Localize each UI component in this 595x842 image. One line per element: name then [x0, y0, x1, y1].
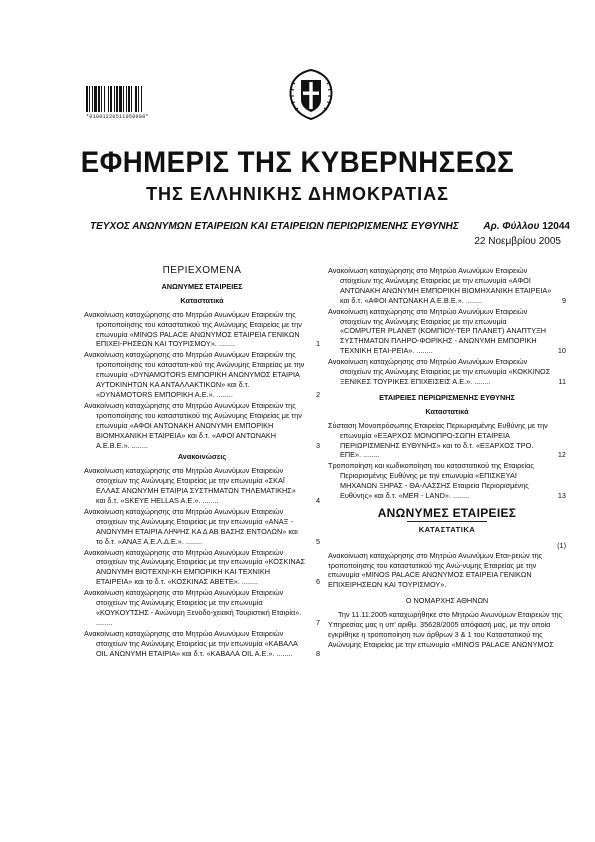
contents-entry — [84, 548, 320, 588]
contents-entry — [84, 350, 320, 400]
sheet-label: Αρ. Φύλλου — [483, 221, 540, 232]
contents-entry — [328, 357, 566, 387]
coat-of-arms-icon — [283, 66, 339, 122]
contents-entry-text: Ανακοίνωση καταχώρησης στο Μητρώο Ανωνύμων Εταιρειών της τροποποίησης του καταστατι-κού της Ανώνυμης Εταιρείας με την επωνυμία «DYNAMOTORS ΕΜΠΟΡΙΚΗ ΑΝΩΝΥΜΟΣ ΕΤΑΙΡΙΑ ΑΥΤΟΚΙΝΗΤΩΝ ΚΑ ΑΝΤΑΛΛΑΚΤΙΚΩΝ» και δ.τ. «DYNAMOTORS ΕΜΠΟΡΙΚΗ Α.Ε.». ........ — [84, 350, 305, 399]
contents-entry — [84, 588, 320, 628]
contents-entry-page: 11 — [558, 376, 566, 386]
item-number: (1) — [557, 540, 566, 550]
contents-left-column — [84, 266, 320, 660]
epe-heading: ΕΤΑΙΡΕΙΕΣ ΠΕΡΙΩΡΙΣΜΕΝΗΣ ΕΥΘΥΝΗΣ — [379, 392, 515, 402]
contents-entry — [84, 629, 320, 659]
anakoinoseis-heading: Ανακοινώσεις — [177, 452, 227, 462]
contents-entry-page: 7 — [315, 617, 320, 627]
masthead-title: ΕΦΗΜΕΡΙΣ ΤΗΣ ΚΥΒΕΡΝΗΣΕΩΣ — [80, 146, 515, 179]
masthead-subtitle: ΤΗΣ ΕΛΛΗΝΙΚΗΣ ΔΗΜΟΚΡΑΤΙΑΣ — [146, 184, 449, 204]
right-entries-list — [328, 266, 566, 387]
contents-entry-text: Ανακοίνωση καταχώρησης στο Μητρώο Ανωνύμων Εταιρειών στοιχείων της Ανώνυμης Εταιρείας με την επωνυμία «COMPUTER PLANET (ΚΟΜΠΙΟΥ-ΤΕΡ ΠΛΑΝΕΤ) ΑΝΑΠΤΥΞΗ ΣΥΣΤΗΜΑΤΩΝ ΠΛΗΡΟ-ΦΟΡΙΚΗΣ - ΑΝΩΝΥΜΗ ΕΜΠΟΡΙΚΗ ΤΕΧΝΙΚΗ ΕΤΑΙ-ΡΕΙΑ». ........ — [328, 306, 547, 356]
contents-entry-page: 13 — [557, 491, 566, 501]
contents-entry-page: 2 — [315, 389, 320, 399]
contents-entry — [328, 421, 566, 461]
contents-entry-text: Ανακοίνωση καταχώρησης στο Μητρώο Ανωνύμων Εταιρειών στοιχείων της Ανώνυμης Εταιρείας με την επωνυμία «ΚΑΒΑΛΑ OIL ΑΝΩΝΥΜΗ ΕΤΑΙΡΙΑ» και δ.τ. «ΚΑΒΑΛΑ OIL A.E.». ........ — [84, 628, 298, 658]
contents-entry — [328, 461, 566, 501]
divider — [407, 521, 487, 522]
barcode-bar — [141, 86, 142, 112]
contents-entry-text: Ανακοίνωση καταχώρησης στο Μητρώο Ανωνύμων Εταιρειών στοιχείων της Ανώνυμης Εταιρείας με την επωνυμία «ΚΟΣΚΙΝΑΣ ΑΝΩΝΥΜΗ ΒΙΟΤΕΧΝΙ-ΚΗ ΕΜΠΟΡΙΚΗ ΚΑΙ ΤΕΧΝΙΚΗ ΕΤΑΙΡΕΙΑ» και το δ.τ. «ΚΟΣΚΙΝΑΣ ΑΒΕΤΕ». ........ — [84, 547, 306, 587]
item-text: Ανακοίνωση καταχώρησης στο Μητρώο Ανωνύμων Εται-ρειών της τροποποίησης του καταστατικού της Ανώ-νυμης Εταιρείας με την επωνυμία «MINOS PALACE ΑΝΩΝΥΜΟΣ ΕΤΑΙΡΕΙΑ ΓΕΝΙΚΩΝ ΕΠΙΧΕΙΡΗΣΕΩΝ ΚΑΙ ΤΟΥΡΙΣΜΟΥ». — [328, 550, 543, 590]
katastatika-heading: Καταστατικά — [180, 295, 224, 305]
contents-entry-page: 12 — [557, 450, 566, 460]
contents-entry — [84, 507, 320, 547]
ae-heading: ΑΝΩΝΥΜΕΣ ΕΤΑΙΡΕΙΕΣ — [161, 281, 243, 291]
contents-entry-page: 10 — [557, 346, 566, 356]
contents-entry — [328, 307, 566, 357]
contents-entry-page: 3 — [315, 440, 320, 450]
barcode — [86, 86, 170, 112]
issue-series: ΤΕΥΧΟΣ ΑΝΩΝΥΜΩΝ ΕΤΑΙΡΕΙΩΝ ΚΑΙ ΕΤΑΙΡΕΙΩΝ ΠΕΡΙΩΡΙΣΜΕΝΗΣ ΕΥΘΥΝΗΣ — [90, 221, 459, 232]
body-section-heading: ΑΝΩΝΥΜΕΣ ΕΤΑΙΡΕΙΕΣ — [377, 505, 517, 520]
contents-entry-text: Ανακοίνωση καταχώρησης στο Μητρώο Ανωνύμων Εταιρειών στοιχείων της Ανώνυμης Εταιρείας με την επωνυμία «ΚΟΥΚΟΥΤΣΗΣ - Ανώνυμη Ξενοδο-χειακή Τουριστική Εταιρία». ........ — [84, 588, 302, 627]
authority: Ο ΝΟΜΑΡΧΗΣ ΑΘΗΝΩΝ — [405, 596, 489, 606]
contents-entry-page: 8 — [315, 648, 320, 658]
epe-katastatika-heading: Καταστατικά — [425, 406, 469, 416]
contents-entry-page: 9 — [561, 295, 566, 305]
katastatika-list — [84, 310, 320, 451]
contents-entry-text: Ανακοίνωση καταχώρησης στο Μητρώο Ανωνύμων Εταιρειών στοιχείων της Ανώνυμης Εταιρείας με την επωνυμία «ΑΦΟΙ ΑΝΤΩΝΑΚΗ ΑΝΩΝΥΜΗ ΕΜΠΟΡΙΚΗ ΒΙΟΜΗΧΑΝΙΚΗ ΕΤΑΙΡΕΙΑ» και δ.τ. «ΑΦΟΙ ΑΝΤΩΝΑΚΗ Α.Ε.Β.Ε.». ........ — [328, 266, 552, 305]
contents-entry-page: 5 — [315, 536, 320, 546]
contents-entry — [84, 466, 320, 506]
issue-series-line — [90, 221, 570, 232]
epe-list — [328, 421, 566, 501]
issue-date: 22 Νοεμβρίου 2005 — [474, 236, 561, 247]
body-paragraph: Την 11.11.2005 καταχωρήθηκε στο Μητρώο Ανωνύμων Εταιρειών της Υπηρεσίας μας η υπ' αριθμ. 35628/2005 απόφασή μας, με την οποία εγκρίθηκε η τροποποίηση των άρθρων 3 & 1 του Καταστατικού της Ανώνυμης Εταιρείας με την επωνυμία «MINOS PALACE ΑΝΩΝΥΜΟΣ — [328, 610, 563, 649]
contents-entry — [84, 310, 320, 350]
contents-entry — [328, 266, 566, 306]
contents-entry-page: 6 — [315, 577, 320, 587]
contents-heading: ΠΕΡΙΕΧΟΜΕΝΑ — [162, 265, 242, 276]
contents-entry-page: 4 — [315, 496, 320, 506]
contents-entry-text: Ανακοίνωση καταχώρησης στο Μητρώο Ανωνύμων Εταιρειών της τροποποίησης του καταστατικού της Ανώνυμης Εταιρείας με την επωνυμία «MINOS PALACE ΑΝΩΝΥΜΟΣ ΕΤΑΙΡΕΙΑ ΓΕΝΙΚΩΝ ΕΠΙΧΕΙ-ΡΗΣΕΩΝ ΚΑΙ ΤΟΥΡΙΣΜΟΥ». ........ — [84, 309, 302, 349]
contents-entry-text: Ανακοίνωση καταχώρησης στο Μητρώο Ανωνύμων Εταιρειών στοιχείων της Ανώνυμης Εταιρείας με την επωνυμία «ΚΟΚΚΙΝΟΣ ΞΕΝΙΚΕΣ ΤΟΥΡΙΚΕΣ ΕΠΙΧΕΙΣΕΙΣ Α.Ε.». ........ — [328, 357, 551, 386]
contents-entry-text: Ανακοίνωση καταχώρησης στο Μητρώο Ανωνύμων Εταιρειών στοιχείων της Ανώνυμης Εταιρείας με την επωνυμία «ΑΝΑΞ - ΑΝΩΝΥΜΗ ΕΤΑΙΡΙΑ ΛΗΨΗΣ ΚΑ Δ ΑΒ ΒΑΣΗΣ ΕΝΤΟΛΩΝ» και το δ.τ. «ΑΝΑΞ Α.Ε.Λ.Δ.Ε.». ........ — [84, 506, 298, 546]
contents-entry-text: Τροποποίηση και κωδικοποίηση του καταστατικού της Εταιρείας Περιορισμένης Ευθύνης με την επωνυμία «ΕΠΙΣΚΕΥΑΙ ΜΗΧΑΝΩΝ ΞΗΡΑΣ - ΘΑ-ΛΑΣΣΗΣ Εταιρεία Περιορισμένης Ευθύνης» και δ.τ. «MER - LAND». ........ — [328, 461, 534, 501]
contents-entry-page: 1 — [315, 339, 320, 349]
anakoinoseis-list — [84, 466, 320, 658]
sheet-number-block — [483, 221, 570, 232]
contents-entry-text: Ανακοίνωση καταχώρησης στο Μητρώο Ανωνύμων Εταιρειών στοιχείων της Ανώνυμης Εταιρείας με την επωνυμία «ΣΚΑΪ ΕΛΛΑΣ ΑΝΩΝΥΜΗ ΕΤΑΙΡΙΑ ΣΥΣΤΗΜΑΤΩΝ ΤΗΛΕΜΑΤΙΚΗΣ» και δ.τ. «SKEYE HELLAS A.E.». ........ — [84, 466, 296, 506]
body-sub-heading: ΚΑΤΑΣΤΑΤΙΚΑ — [418, 524, 476, 534]
contents-entry — [84, 401, 320, 451]
contents-entry-text: Σύσταση Μονοπρόσωπης Εταιρείας Περιωρισμένης Ευθύνης με την επωνυμία «ΕΞΑΡΧΟΣ ΜΟΝΟΠΡΟ-ΣΩΠΗ ΕΤΑΙΡΕΙΑ ΠΕΡΙΩΡΙΣΜΕΝΗΣ ΕΥΘΥΝΗΣ» και το δ.τ. «ΕΞΑΡΧΟΣ ΤΡΟ. ΕΠΕ». ........ — [328, 420, 548, 460]
sheet-number: 12044 — [542, 221, 570, 232]
contents-right-column — [328, 266, 566, 650]
contents-entry-text: Ανακοίνωση καταχώρησης στο Μητρώο Ανωνύμων Εταιρειών της τροποποίησης του καταστατικού της Ανώνυμης Εταιρείας με την επωνυμία «ΑΦΟΙ ΑΝΤΩΝΑΚΗ ΑΝΩΝΥΜΗ ΕΜΠΟΡΙΚΗ ΒΙΟΜΗΧΑΝΙΚΗ ΕΤΑΙΡΕΙΑ» και δ.τ. «ΑΦΟΙ ΑΝΤΩΝΑΚΗ Α.Ε.Β.Ε.». ........ — [84, 400, 302, 450]
barcode-number: *01001220511050008* — [86, 114, 149, 120]
